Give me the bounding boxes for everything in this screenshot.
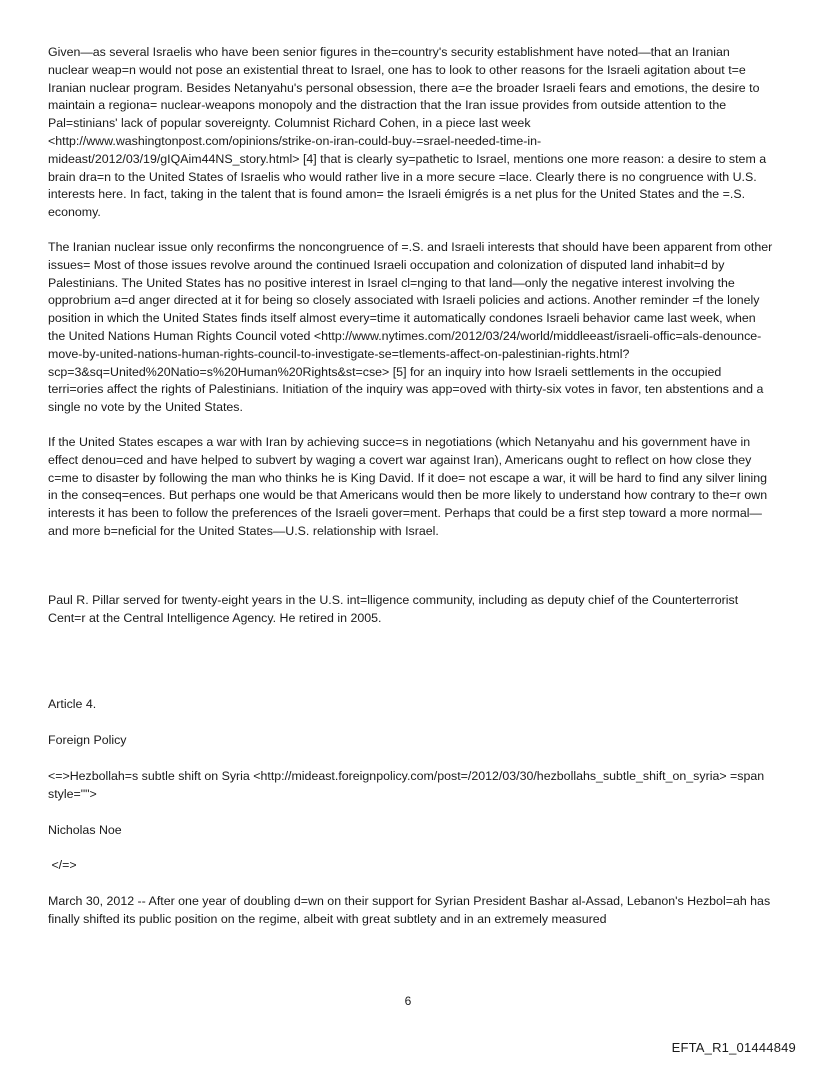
spacer (48, 644, 773, 696)
article-author: Nicholas Noe (48, 822, 122, 837)
page-number: 6 (404, 994, 412, 1008)
article-headline: <=>Hezbollah=s subtle shift on Syria <http://mideast.foreignpolicy.com/post=/2012/03/30/hezbollahs_subtle_shift_on_syria> =span style=""> (48, 768, 765, 801)
article-opening-paragraph: March 30, 2012 -- After one year of doubling d=wn on their support for Syrian President Bashar al-Assad, Lebanon's Hezbol=ah has finally shifted its public position on the regime, albeit with great subtlety and in an extremely measured (48, 894, 771, 926)
spacer (48, 558, 773, 592)
paragraph-war-outcome: If the United States escapes a war with Iran by achieving succe=s in negotiations (which Netanyahu and his government have in effect denou=ced and have helped to subvert by waging a covert war against Iran), Americans ought to reflect on how close they c=me to disaster by following the man who thinks he is King David. If it doe= not escape a war, it will be hard to find any silver lining in the conseq=ences. But perhaps one would be that Americans would then be more likely to understand how contrary to the=r own interests it has been to follow the preferences of the Israeli gover=ment. Perhaps that could be a first step toward a more normal—and more b=neficial for the United States—U.S. relationship with Israel. (48, 434, 768, 538)
bates-identifier: EFTA_R1_01444849 (671, 1040, 796, 1055)
closing-tag: </=> (48, 858, 77, 873)
paragraph-noncongruence: The Iranian nuclear issue only reconfirms the noncongruence of =.S. and Israeli interests that should have been apparent from other issues= Most of those issues revolve around the continued Israeli occupation and colonization of disputed land inhabit=d by Palestinians. The United States has no positive interest in Israel cl=nging to that land—only the negative interest involving the opprobrium a=d anger directed at it for being so closely associated with Israeli policies and actions. Another reminder =f the lonely position in which the United States finds itself almost every=time it automatically condones Israeli behavior came last week, when the United Nations Human Rights Council voted <http://www.nytimes.com/2012/03/24/world/middleeast/israeli-offic=als-denounce-move-by-united-nations-human-rights-council-to-investigate-se=tlements-affect-on-palestinian-rights.html?scp=3&sq=United%20Natio=s%20Human%20Rights&st=cse> [5] for an inquiry into how Israeli settlements in the occupied terri=ories affect the rights of Palestinians. Initiation of the inquiry was app=oved with thirty-six votes in favor, ten abstentions and a single no vote by the United States. (48, 239, 773, 415)
document-body (48, 44, 773, 946)
paragraph-iran-motives: Given—as several Israelis who have been senior figures in the=country's security establishment have noted—that an Iranian nuclear weap=n would not pose an existential threat to Israel, one has to look to other reasons for the Israeli agitation about t=e Iranian nuclear program. Besides Netanyahu's personal obsession, there a=e the broader Israeli fears and emotions, the desire to maintain a regiona= nuclear-weapons monopoly and the distraction that the Iran issue provides from outside attention to the Pal=stinians' lack of popular sovereignty. Columnist Richard Cohen, in a piece last week <http://www.washingtonpost.com/opinions/strike-on-iran-could-buy-=srael-needed-time-in-mideast/2012/03/19/gIQAim44NS_story.html> [4] that is clearly sy=pathetic to Israel, mentions one more reason: a desire to stem a brain dra=n to the United States of Israelis who would rather live in a more secure =lace. Clearly there is no congruence with U.S. interests here. In fact, taking in the talent that is found amon= the Israeli émigrés is a net plus for the United States and the =.S. economy. (48, 45, 767, 220)
publication-name: Foreign Policy (48, 733, 127, 748)
author-bio: Paul R. Pillar served for twenty-eight years in the U.S. int=lligence community, including as deputy chief of the Counterterrorist Cent=r at the Central Intelligence Agency. He retired in 2005. (48, 592, 739, 625)
article-label: Article 4. (48, 697, 97, 712)
